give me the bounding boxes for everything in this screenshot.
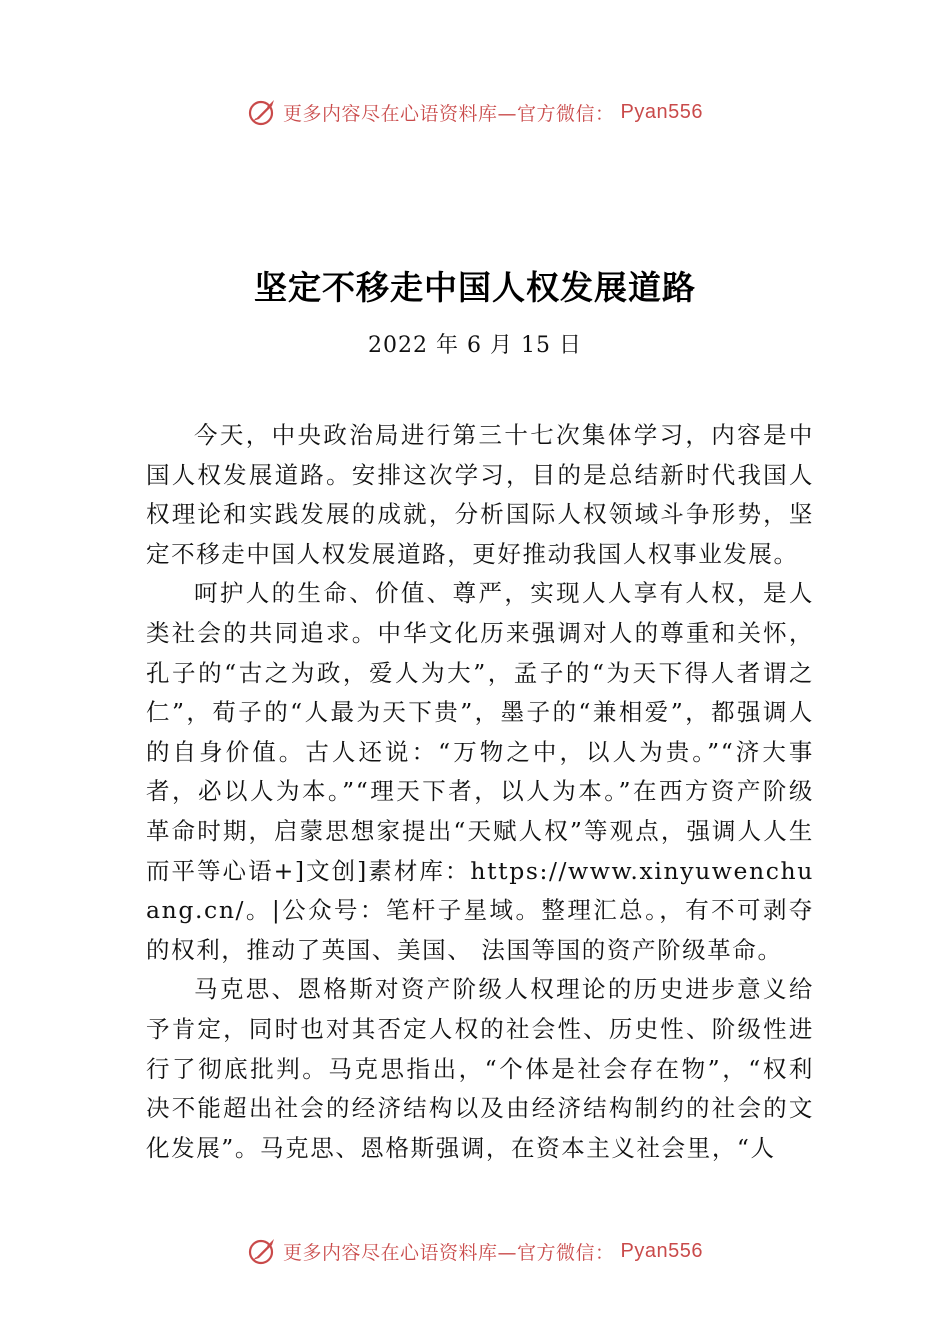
footer-watermark bbox=[0, 1236, 950, 1266]
watermark-handle: Pyan556 bbox=[620, 100, 703, 123]
paragraph-2: 呵护人的生命、价值、尊严，实现人人享有人权，是人类社会的共同追求。中华文化历来强调对人的尊重和关怀，孔子的“古之为政，爱人为大”，孟子的“为天下得人者谓之仁”，荀子的“人最为天下贵”，墨子的“兼相爱”，都强调人的自身价值。古人还说：“万物之中，以人为贵。”“济大事者，必以人为本。”“理天下者，以人为本。”在西方资产阶级革命时期，启蒙思想家提出“天赋人权”等观点，强调人人生而平等心语+]文创]素材库：https://www.xinyuwenchuang.cn/。|公众号：笔杆子星域。整理汇总。，有不可剥夺的权利，推动了英国、美国、 法国等国的资产阶级革命。 bbox=[146, 579, 814, 964]
watermark-text: 更多内容尽在心语资料库—官方微信： bbox=[283, 1241, 615, 1264]
paragraph-3: 马克思、恩格斯对资产阶级人权理论的历史进步意义给予肯定，同时也对其否定人权的社会性、历史性、阶级性进行了彻底批判。马克思指出，“个体是社会存在物”，“权利决不能超出社会的经济结构以及由经济结构制约的社会的文化发展”。马克思、恩格斯强调，在资本主义社会里，“人 bbox=[146, 975, 814, 1162]
watermark-text: 更多内容尽在心语资料库—官方微信： bbox=[283, 102, 615, 125]
header-watermark bbox=[0, 97, 950, 127]
article-date: 2022 年 6 月 15 日 bbox=[368, 333, 582, 358]
article-title: 坚定不移走中国人权发展道路 bbox=[254, 268, 696, 307]
quill-logo-icon bbox=[247, 97, 277, 127]
watermark-handle: Pyan556 bbox=[620, 1239, 703, 1262]
paragraph-1: 今天，中央政治局进行第三十七次集体学习，内容是中国人权发展道路。安排这次学习，目的是总结新时代我国人权理论和实践发展的成就，分析国际人权领域斗争形势，坚定不移走中国人权发展道路，更好推动我国人权事业发展。 bbox=[146, 421, 814, 568]
article-body bbox=[146, 416, 814, 1168]
quill-logo-icon bbox=[247, 1236, 277, 1266]
